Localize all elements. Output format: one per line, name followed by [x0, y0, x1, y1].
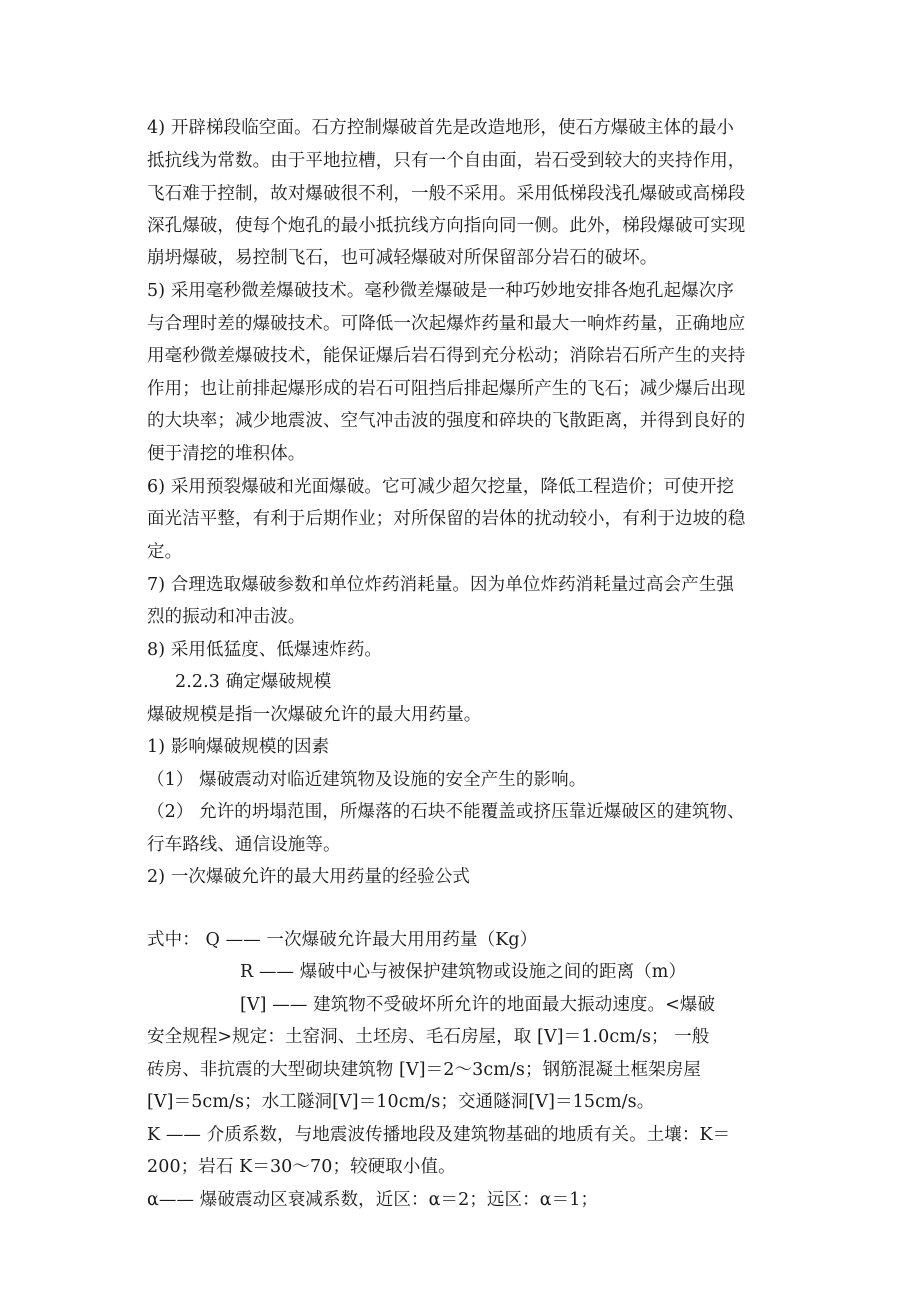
- text-line: 行车路线、通信设施等。: [147, 835, 341, 855]
- text-line: 与合理时差的爆破技术。可降低一次起爆炸药量和最大一响炸药量，正确地应: [147, 314, 746, 334]
- text-line: 8) 采用低猛度、低爆速炸药。: [147, 640, 383, 660]
- text-line: 7) 合理选取爆破参数和单位炸药消耗量。因为单位炸药消耗量过高会产生强: [147, 575, 735, 595]
- text-line: 定。: [147, 542, 183, 562]
- text-line: 2) 一次爆破允许的最大用药量的经验公式: [147, 867, 471, 887]
- text-line: 爆破规模是指一次爆破允许的最大用药量。: [147, 705, 482, 725]
- text-line: 200；岩石 K＝30～70；较硬取小值。: [147, 1157, 456, 1177]
- section-heading: 2.2.3 确定爆破规模: [175, 672, 332, 692]
- text-line: 抵抗线为常数。由于平地拉槽，只有一个自由面，岩石受到较大的夹持作用，: [147, 151, 746, 171]
- text-line: 烈的振动和冲击波。: [147, 607, 306, 627]
- text-line: 便于清挖的堆积体。: [147, 444, 306, 464]
- text-line: R —— 爆破中心与被保护建筑物或设施之间的距离（m）: [240, 962, 687, 982]
- text-line: α—— 爆破震动区衰减系数，近区：α＝2；远区：α＝1；: [147, 1190, 599, 1210]
- text-line: （2） 允许的坍塌范围，所爆落的石块不能覆盖或挤压靠近爆破区的建筑物、: [147, 802, 745, 822]
- text-line: 4) 开辟梯段临空面。石方控制爆破首先是改造地形，使石方爆破主体的最小: [147, 118, 735, 138]
- text-line: 飞石难于控制，故对爆破很不利，一般不采用。采用低梯段浅孔爆破或高梯段: [147, 184, 746, 204]
- text-line: 深孔爆破，使每个炮孔的最小抵抗线方向指向同一侧。此外，梯段爆破可实现: [147, 216, 746, 236]
- text-line: 6) 采用预裂爆破和光面爆破。它可减少超欠挖量，降低工程造价；可使开挖: [147, 477, 735, 497]
- text-line: 5) 采用毫秒微差爆破技术。毫秒微差爆破是一种巧妙地安排各炮孔起爆次序: [147, 281, 735, 301]
- text-line: 砖房、非抗震的大型砌块建筑物 [V]＝2～3cm/s；钢筋混凝土框架房屋: [147, 1060, 701, 1080]
- text-line: 作用；也让前排起爆形成的岩石可阻挡后排起爆所产生的飞石；减少爆后出现: [147, 379, 746, 399]
- text-line: 1) 影响爆破规模的因素: [147, 737, 330, 757]
- text-line: （1） 爆破震动对临近建筑物及设施的安全产生的影响。: [147, 770, 587, 790]
- text-line: K —— 介质系数，与地震波传播地段及建筑物基础的地质有关。土壤：K＝: [147, 1125, 731, 1145]
- text-line: [V]＝5cm/s；水工隧洞[V]＝10cm/s；交通隧洞[V]＝15cm/s。: [147, 1092, 655, 1112]
- text-line: [V] —— 建筑物不受破坏所允许的地面最大振动速度。<爆破: [240, 995, 716, 1015]
- text-line: 崩坍爆破，易控制飞石，也可减轻爆破对所保留部分岩石的破坏。: [147, 248, 658, 268]
- text-line: 安全规程>规定：土窑洞、土坯房、毛石房屋，取 [V]＝1.0cm/s； 一般: [147, 1027, 710, 1047]
- text-line: 的大块率；减少地震波、空气冲击波的强度和碎块的飞散距离，并得到良好的: [147, 411, 746, 431]
- text-line: 面光洁平整，有利于后期作业；对所保留的岩体的扰动较小，有利于边坡的稳: [147, 509, 746, 529]
- text-line: 式中： Q —— 一次爆破允许最大用用药量（Kg）: [147, 930, 538, 950]
- text-line: 用毫秒微差爆破技术，能保证爆后岩石得到充分松动；消除岩石所产生的夹持: [147, 346, 746, 366]
